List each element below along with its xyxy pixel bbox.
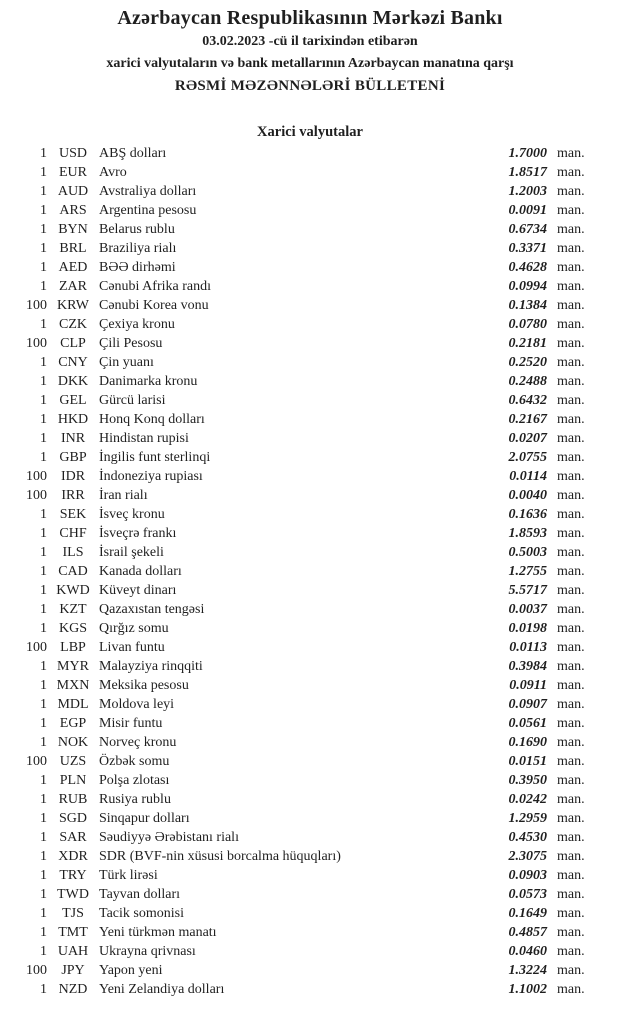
quantity-cell: 1	[40, 849, 47, 864]
rate-value-cell: 5.5717	[508, 583, 547, 598]
rate-value-cell: 0.0242	[508, 792, 547, 807]
currency-code-cell: SGD	[58, 811, 87, 826]
rate-unit-cell: man.	[557, 450, 585, 465]
quantity-cell: 1	[40, 374, 47, 389]
currency-row	[20, 372, 591, 391]
rate-unit-cell: man.	[557, 393, 585, 408]
rate-unit-cell: man.	[557, 906, 585, 921]
currency-row	[20, 657, 591, 676]
currency-name-cell: İsveç kronu	[99, 507, 165, 522]
rate-value-cell: 0.0907	[508, 697, 547, 712]
rate-unit-cell: man.	[557, 716, 585, 731]
rate-unit-cell: man.	[557, 336, 585, 351]
currency-code-cell: ILS	[62, 545, 84, 560]
rate-value-cell: 0.2488	[508, 374, 547, 389]
quantity-cell: 1	[40, 982, 47, 997]
rate-unit-cell: man.	[557, 925, 585, 940]
rate-value-cell: 0.1384	[508, 298, 547, 313]
currency-row	[20, 296, 591, 315]
quantity-cell: 1	[40, 507, 47, 522]
currency-row	[20, 752, 591, 771]
bank-title: Azərbaycan Respublikasının Mərkəzi Bankı	[117, 7, 503, 29]
currency-name-cell: Livan funtu	[99, 640, 165, 655]
currency-row	[20, 334, 591, 353]
currency-row	[20, 885, 591, 904]
rate-value-cell: 0.2181	[508, 336, 547, 351]
currency-row	[20, 505, 591, 524]
currency-code-cell: USD	[58, 146, 87, 161]
currency-row	[20, 163, 591, 182]
currency-name-cell: Qazaxıstan tengəsi	[99, 602, 205, 617]
currency-code-cell: NOK	[57, 735, 89, 750]
rate-value-cell: 0.0198	[508, 621, 547, 636]
rate-unit-cell: man.	[557, 298, 585, 313]
currency-code-cell: MYR	[57, 659, 89, 674]
quantity-cell: 100	[26, 488, 47, 503]
currency-name-cell: Avstraliya dolları	[99, 184, 197, 199]
quantity-cell: 1	[40, 545, 47, 560]
currency-row	[20, 676, 591, 695]
currency-name-cell: Yapon yeni	[99, 963, 163, 978]
quantity-cell: 1	[40, 165, 47, 180]
quantity-cell: 1	[40, 868, 47, 883]
rate-unit-cell: man.	[557, 602, 585, 617]
rate-unit-cell: man.	[557, 659, 585, 674]
quantity-cell: 1	[40, 317, 47, 332]
rate-value-cell: 0.4857	[508, 925, 547, 940]
currency-code-cell: NZD	[58, 982, 88, 997]
quantity-cell: 100	[26, 963, 47, 978]
currency-row	[20, 543, 591, 562]
currency-code-cell: UAH	[57, 944, 89, 959]
currency-name-cell: Hindistan rupisi	[99, 431, 189, 446]
rate-unit-cell: man.	[557, 792, 585, 807]
currency-row	[20, 562, 591, 581]
currency-name-cell: ABŞ dolları	[99, 146, 167, 161]
currency-name-cell: Tacik somonisi	[99, 906, 184, 921]
rate-value-cell: 0.6432	[508, 393, 547, 408]
currency-name-cell: Özbək somu	[99, 754, 170, 769]
rate-value-cell: 0.0037	[508, 602, 547, 617]
currency-code-cell: SAR	[59, 830, 87, 845]
rate-value-cell: 0.0780	[508, 317, 547, 332]
currency-row	[20, 182, 591, 201]
currency-code-cell: AUD	[57, 184, 89, 199]
currency-row	[20, 980, 591, 999]
currency-row	[20, 638, 591, 657]
section-title-foreign-currencies: Xarici valyutalar	[257, 124, 363, 140]
rate-unit-cell: man.	[557, 887, 585, 902]
currency-code-cell: MDL	[57, 697, 89, 712]
rate-unit-cell: man.	[557, 621, 585, 636]
currency-name-cell: İran rialı	[99, 488, 148, 503]
bulletin-header	[0, 5, 620, 97]
rate-value-cell: 0.5003	[508, 545, 547, 560]
rate-value-cell: 0.0114	[509, 469, 547, 484]
rate-value-cell: 0.0040	[508, 488, 547, 503]
currency-code-cell: CHF	[59, 526, 87, 541]
currency-row	[20, 847, 591, 866]
rate-unit-cell: man.	[557, 583, 585, 598]
currency-row	[20, 448, 591, 467]
currency-row	[20, 315, 591, 334]
rate-unit-cell: man.	[557, 564, 585, 579]
rate-unit-cell: man.	[557, 203, 585, 218]
currency-name-cell: Tayvan dolları	[99, 887, 181, 902]
currency-name-cell: Moldova leyi	[99, 697, 175, 712]
currency-row	[20, 258, 591, 277]
rate-unit-cell: man.	[557, 773, 585, 788]
currency-name-cell: Meksika pesosu	[99, 678, 189, 693]
currency-row	[20, 904, 591, 923]
quantity-cell: 1	[40, 583, 47, 598]
currency-code-cell: ARS	[59, 203, 87, 218]
currency-row	[20, 144, 591, 163]
quantity-cell: 100	[26, 469, 47, 484]
rate-unit-cell: man.	[557, 431, 585, 446]
currency-code-cell: KZT	[59, 602, 87, 617]
currency-name-cell: Gürcü larisi	[99, 393, 166, 408]
currency-name-cell: Çili Pesosu	[99, 336, 163, 351]
quantity-cell: 1	[40, 203, 47, 218]
rate-unit-cell: man.	[557, 678, 585, 693]
currency-name-cell: Sinqapur dolları	[99, 811, 190, 826]
rate-unit-cell: man.	[557, 146, 585, 161]
rate-value-cell: 0.2167	[508, 412, 547, 427]
currency-row	[20, 790, 591, 809]
rate-value-cell: 2.0755	[508, 450, 547, 465]
currency-code-cell: TWD	[57, 887, 89, 902]
currency-code-cell: CNY	[58, 355, 88, 370]
currency-code-cell: EUR	[59, 165, 87, 180]
rate-unit-cell: man.	[557, 222, 585, 237]
currency-code-cell: GBP	[59, 450, 87, 465]
quantity-cell: 1	[40, 811, 47, 826]
currency-code-cell: KRW	[57, 298, 89, 313]
currency-name-cell: Ukrayna qrivnası	[99, 944, 196, 959]
currency-row	[20, 600, 591, 619]
rate-value-cell: 0.1690	[508, 735, 547, 750]
currency-code-cell: DKK	[57, 374, 89, 389]
currency-row	[20, 828, 591, 847]
currency-name-cell: Danimarka kronu	[99, 374, 198, 389]
quantity-cell: 1	[40, 260, 47, 275]
currency-name-cell: Honq Konq dolları	[99, 412, 205, 427]
currency-row	[20, 429, 591, 448]
currency-row	[20, 771, 591, 790]
rate-unit-cell: man.	[557, 982, 585, 997]
currency-name-cell: İsveçrə frankı	[99, 526, 177, 541]
rate-unit-cell: man.	[557, 640, 585, 655]
quantity-cell: 1	[40, 697, 47, 712]
rate-value-cell: 0.3371	[508, 241, 547, 256]
rate-unit-cell: man.	[557, 241, 585, 256]
quantity-cell: 1	[40, 944, 47, 959]
currency-row	[20, 809, 591, 828]
currency-name-cell: Küveyt dinarı	[99, 583, 177, 598]
currency-name-cell: Braziliya rialı	[99, 241, 177, 256]
rate-value-cell: 0.0903	[508, 868, 547, 883]
currency-row	[20, 923, 591, 942]
currency-name-cell: Argentina pesosu	[99, 203, 197, 218]
rate-unit-cell: man.	[557, 260, 585, 275]
currency-name-cell: BƏƏ dirhəmi	[99, 260, 176, 275]
quantity-cell: 1	[40, 412, 47, 427]
currency-name-cell: Malayziya rinqqiti	[99, 659, 203, 674]
quantity-cell: 1	[40, 431, 47, 446]
currency-code-cell: HKD	[57, 412, 89, 427]
currency-code-cell: CZK	[59, 317, 87, 332]
currency-row	[20, 486, 591, 505]
quantity-cell: 1	[40, 184, 47, 199]
currency-code-cell: MXN	[56, 678, 90, 693]
currency-row	[20, 220, 591, 239]
rate-unit-cell: man.	[557, 545, 585, 560]
rate-value-cell: 1.8593	[508, 526, 547, 541]
currency-name-cell: Çin yuanı	[99, 355, 154, 370]
currency-row	[20, 239, 591, 258]
currency-code-cell: AED	[58, 260, 88, 275]
currency-name-cell: SDR (BVF-nin xüsusi borcalma hüquqları)	[99, 849, 341, 864]
currency-code-cell: BRL	[59, 241, 87, 256]
quantity-cell: 100	[26, 640, 47, 655]
quantity-cell: 1	[40, 241, 47, 256]
currency-row	[20, 581, 591, 600]
rate-unit-cell: man.	[557, 735, 585, 750]
quantity-cell: 1	[40, 678, 47, 693]
quantity-cell: 1	[40, 887, 47, 902]
currency-code-cell: IDR	[60, 469, 86, 484]
quantity-cell: 100	[26, 754, 47, 769]
currency-row	[20, 277, 591, 296]
rate-value-cell: 0.1636	[508, 507, 547, 522]
currency-code-cell: TJS	[62, 906, 84, 921]
currency-code-cell: TRY	[59, 868, 87, 883]
rate-value-cell: 0.0113	[509, 640, 547, 655]
rate-unit-cell: man.	[557, 279, 585, 294]
rate-value-cell: 0.3950	[508, 773, 547, 788]
rate-unit-cell: man.	[557, 412, 585, 427]
currency-row	[20, 201, 591, 220]
quantity-cell: 1	[40, 393, 47, 408]
quantity-cell: 1	[40, 450, 47, 465]
rate-value-cell: 0.6734	[508, 222, 547, 237]
rate-value-cell: 1.1002	[508, 982, 547, 997]
currency-name-cell: Belarus rublu	[99, 222, 175, 237]
quantity-cell: 1	[40, 279, 47, 294]
currency-row	[20, 733, 591, 752]
rate-unit-cell: man.	[557, 963, 585, 978]
rate-unit-cell: man.	[557, 754, 585, 769]
quantity-cell: 1	[40, 659, 47, 674]
quantity-cell: 1	[40, 792, 47, 807]
currency-row	[20, 410, 591, 429]
rate-value-cell: 0.4628	[508, 260, 547, 275]
quantity-cell: 1	[40, 830, 47, 845]
rate-unit-cell: man.	[557, 165, 585, 180]
rate-value-cell: 0.0460	[508, 944, 547, 959]
currency-name-cell: Kanada dolları	[99, 564, 182, 579]
currency-code-cell: UZS	[59, 754, 87, 769]
currency-row	[20, 961, 591, 980]
quantity-cell: 1	[40, 621, 47, 636]
exchange-rates-table	[0, 144, 620, 999]
quantity-cell: 1	[40, 773, 47, 788]
currency-name-cell: Yeni türkmən manatı	[99, 925, 217, 940]
quantity-cell: 1	[40, 355, 47, 370]
rate-unit-cell: man.	[557, 507, 585, 522]
currency-name-cell: Rusiya rublu	[99, 792, 171, 807]
rate-unit-cell: man.	[557, 944, 585, 959]
rate-value-cell: 0.0151	[508, 754, 547, 769]
rate-value-cell: 1.3224	[508, 963, 547, 978]
rate-unit-cell: man.	[557, 849, 585, 864]
rate-value-cell: 0.3984	[508, 659, 547, 674]
currency-code-cell: CLP	[60, 336, 86, 351]
currency-name-cell: Norveç kronu	[99, 735, 177, 750]
currency-code-cell: KWD	[56, 583, 90, 598]
currency-name-cell: İndoneziya rupiası	[99, 469, 203, 484]
quantity-cell: 1	[40, 735, 47, 750]
currency-code-cell: KGS	[58, 621, 87, 636]
rate-value-cell: 0.2520	[508, 355, 547, 370]
currency-code-cell: IRR	[61, 488, 85, 503]
currency-code-cell: CAD	[58, 564, 88, 579]
rate-unit-cell: man.	[557, 697, 585, 712]
rate-value-cell: 1.2959	[508, 811, 547, 826]
currency-row	[20, 714, 591, 733]
bulletin-subtitle: xarici valyutaların və bank metallarının Azərbaycan manatına qarşı	[106, 56, 514, 71]
currency-code-cell: JPY	[61, 963, 85, 978]
currency-code-cell: LBP	[60, 640, 86, 655]
rate-value-cell: 2.3075	[508, 849, 547, 864]
currency-name-cell: Qırğız somu	[99, 621, 169, 636]
currency-name-cell: İsrail şekeli	[99, 545, 164, 560]
currency-row	[20, 391, 591, 410]
currency-row	[20, 866, 591, 885]
effective-date-line: 03.02.2023 -cü il tarixindən etibarən	[202, 34, 418, 49]
currency-row	[20, 353, 591, 372]
currency-row	[20, 695, 591, 714]
quantity-cell: 1	[40, 906, 47, 921]
currency-row	[20, 524, 591, 543]
currency-code-cell: GEL	[59, 393, 87, 408]
currency-name-cell: Misir funtu	[99, 716, 163, 731]
currency-code-cell: RUB	[58, 792, 88, 807]
quantity-cell: 1	[40, 602, 47, 617]
rate-unit-cell: man.	[557, 469, 585, 484]
currency-name-cell: İngilis funt sterlinqi	[99, 450, 211, 465]
rate-value-cell: 0.0091	[508, 203, 547, 218]
currency-name-cell: Yeni Zelandiya dolları	[99, 982, 225, 997]
currency-row	[20, 619, 591, 638]
rate-unit-cell: man.	[557, 526, 585, 541]
rate-value-cell: 1.2003	[508, 184, 547, 199]
rate-unit-cell: man.	[557, 488, 585, 503]
rate-value-cell: 0.0207	[508, 431, 547, 446]
currency-name-cell: Cənubi Korea vonu	[99, 298, 209, 313]
currency-code-cell: TMT	[58, 925, 88, 940]
rate-unit-cell: man.	[557, 868, 585, 883]
rate-value-cell: 0.0573	[508, 887, 547, 902]
currency-row	[20, 467, 591, 486]
currency-code-cell: ZAR	[59, 279, 87, 294]
rate-unit-cell: man.	[557, 811, 585, 826]
currency-code-cell: XDR	[58, 849, 88, 864]
quantity-cell: 1	[40, 146, 47, 161]
rate-value-cell: 0.0911	[509, 678, 547, 693]
quantity-cell: 100	[26, 336, 47, 351]
rate-value-cell: 0.0994	[508, 279, 547, 294]
rate-value-cell: 0.4530	[508, 830, 547, 845]
rate-value-cell: 0.1649	[508, 906, 547, 921]
currency-row	[20, 942, 591, 961]
quantity-cell: 1	[40, 526, 47, 541]
rate-value-cell: 1.2755	[508, 564, 547, 579]
currency-name-cell: Avro	[99, 165, 127, 180]
rate-unit-cell: man.	[557, 184, 585, 199]
rate-unit-cell: man.	[557, 317, 585, 332]
currency-code-cell: INR	[60, 431, 86, 446]
quantity-cell: 1	[40, 564, 47, 579]
rate-value-cell: 0.0561	[508, 716, 547, 731]
bulletin-title: RƏSMİ MƏZƏNNƏLƏRİ BÜLLETENİ	[174, 78, 446, 94]
quantity-cell: 1	[40, 716, 47, 731]
currency-name-cell: Polşa zlotası	[99, 773, 170, 788]
currency-name-cell: Səudiyyə Ərəbistanı rialı	[99, 830, 239, 845]
quantity-cell: 1	[40, 222, 47, 237]
currency-code-cell: SEK	[59, 507, 87, 522]
currency-name-cell: Cənubi Afrika randı	[99, 279, 211, 294]
rate-unit-cell: man.	[557, 374, 585, 389]
currency-code-cell: BYN	[58, 222, 88, 237]
currency-code-cell: EGP	[59, 716, 87, 731]
quantity-cell: 100	[26, 298, 47, 313]
currency-name-cell: Çexiya kronu	[99, 317, 175, 332]
currency-code-cell: PLN	[59, 773, 87, 788]
rate-unit-cell: man.	[557, 830, 585, 845]
quantity-cell: 1	[40, 925, 47, 940]
currency-name-cell: Türk lirəsi	[99, 868, 158, 883]
rate-unit-cell: man.	[557, 355, 585, 370]
rate-value-cell: 1.7000	[508, 146, 547, 161]
rate-value-cell: 1.8517	[508, 165, 547, 180]
